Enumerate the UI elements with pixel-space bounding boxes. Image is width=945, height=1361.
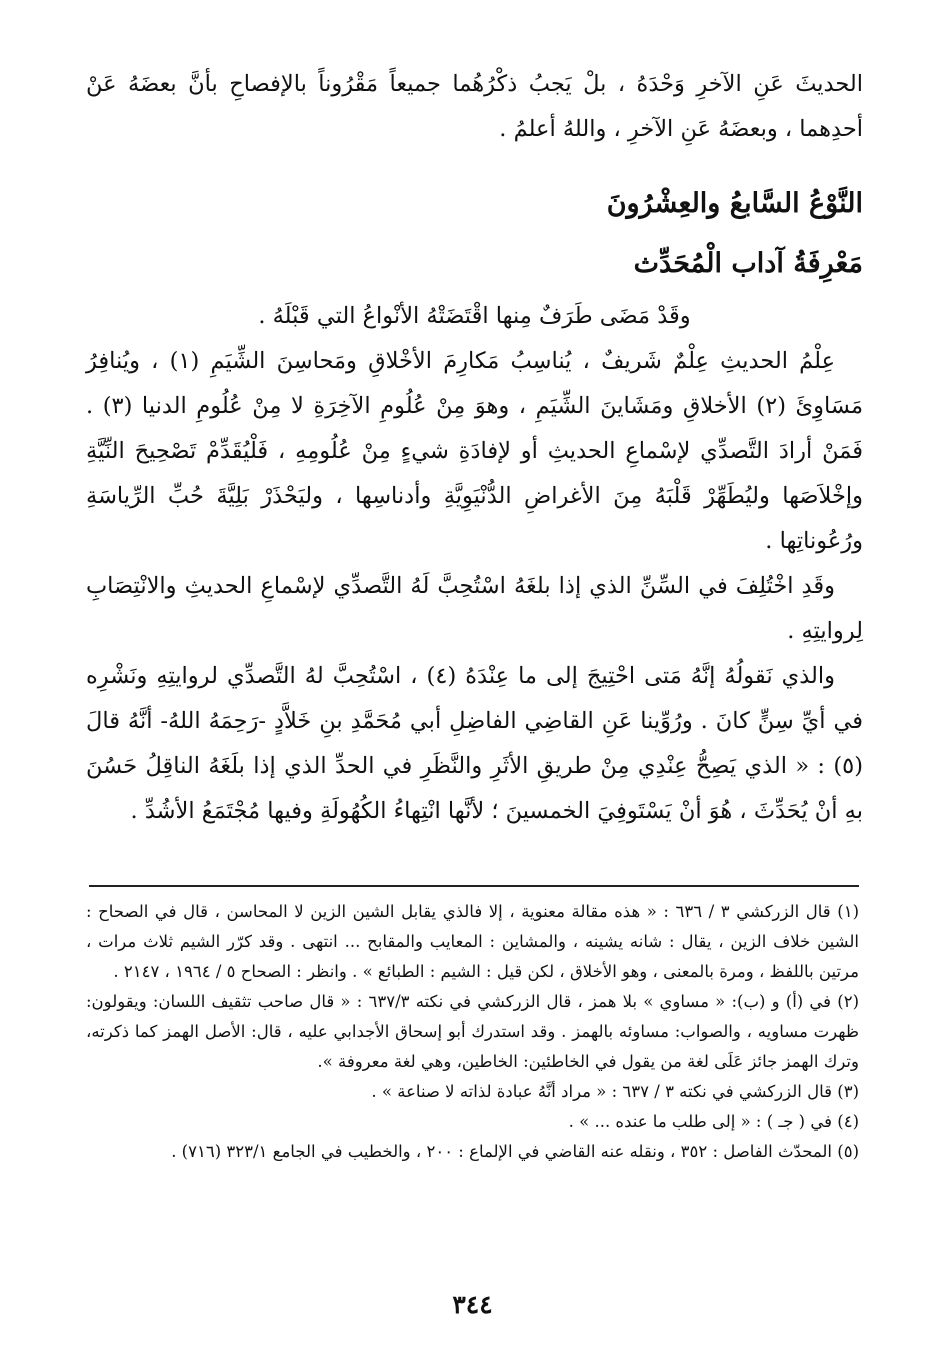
footnote-2: (٢) في (أ) و (ب): « مساوي » بلا همز ، قال الزركشي في نكته ٦٣٧/٣ : « قال صاحب تثقيف اللسان: ويقولون: ظهرت مساويه ، والصواب: مساوئه بالهمز . وقد استدرك أبو إسحاق الأجدابي عليه ، قال: الأصل الهمز كما ذكرته، وترك الهمز جائز عَلَى لغة من يقول في الخاطئين: الخاطين، وهي لغة معروفة ». [86, 992, 860, 1071]
paragraph-3: والذي نَقولُهُ إنَّهُ مَتى احْتِيجَ إلى ما عِنْدَهُ (٤) ، اسْتُحِبَّ لهُ التَّصدِّي لروايتِهِ ونَشْرِه في أيِّ سِنٍّ كانَ . ورُوِّينا عَنِ القاضِي الفاضِلِ أبي مُحَمَّدِ بنِ خَلاَّدٍ -رَحِمَهُ اللهُ- أنَّهُ قالَ (٥) : « الذي يَصِحُّ عِنْدِي مِنْ طريقِ الأثَرِ والنَّظَرِ في الحدِّ الذي إذا بلَغَهُ الناقِلُ حَسُنَ بهِ أنْ يُحَدِّثَ ، هُوَ أنْ يَسْتَوفِيَ الخمسينَ ؛ لأنَّها انْتِهاءُ الكُهُولَةِ وفيها مُجْتَمَعُ الأشُدِّ . [86, 663, 863, 824]
footnote-separator [89, 885, 859, 887]
footnote-1: (١) قال الزركشي ٣ / ٦٣٦ : « هذه مقالة معنوية ، إلا فالذي يقابل الشين الزين لا المحاسن ، قال في الصحاح : الشين خلاف الزين ، يقال : شانه يشينه ، والمشاين : المعايب والمقابح ... انتهى . وقد كرّر الشيم ثلاث مرات ، مرتين باللفظ ، ومرة بالمعنى ، وهو الأخلاق ، لكن قيل : الشيم : الطبائع » . وانظر : الصحاح ٥ / ١٩٦٤ ، ٢١٤٧ . [86, 902, 859, 981]
paragraph-2: وقَدِ اخْتُلِفَ في السِّنِّ الذي إذا بلغَهُ اسْتُحِبَّ لَهُ التَّصدِّي لإسْماعِ الحديثِ والانْتِصَابِ لِروايتِهِ . [86, 573, 863, 644]
intro-paragraph: الحديثَ عَنِ الآخرِ وَحْدَهُ ، بلْ يَجبُ ذكْرُهُما جميعاً مَقْرُوناً بالإفصاحِ بأنَّ بعضَهُ عَنْ أحدِهما ، وبعضَهُ عَنِ الآخرِ ، واللهُ أعلمُ . [86, 71, 863, 142]
footnote-4: (٤) في ( جـ ) : « إلى طلب ما عنده ... » . [568, 1112, 859, 1131]
chapter-heading [86, 174, 863, 294]
chapter-subject-title: مَعْرِفَةُ آداب الْمُحَدِّث [633, 248, 863, 279]
footnote-5: (٥) المحدّث الفاصل : ٣٥٢ ، ونقله عنه القاضي في الإلماع : ٢٠٠ ، والخطيب في الجامع ٣٢٣/١ (٧١٦) . [171, 1142, 859, 1161]
footnotes [86, 897, 859, 1167]
chapter-number-title: النَّوْعُ السَّابعُ والعِشْرُونَ [606, 188, 863, 219]
paragraph-1: عِلْمُ الحديثِ عِلْمٌ شَريفٌ ، يُناسِبُ مَكارِمَ الأخْلاقِ ومَحاسِنَ الشِّيَمِ (١) ، ويُنافِرُ مَسَاوِئَ (٢) الأخلاقِ ومَشَاينَ الشِّيَمِ ، وهوَ مِنْ عُلُومِ الآخِرَةِ لا مِنْ عُلُومِ الدنيا (٣) . فَمَنْ أرادَ التَّصدِّي لإسْماعِ الحديثِ أو لإفادَةِ شيءٍ مِنْ عُلُومِهِ ، فَلْيُقَدِّمْ تَصْحِيحَ النِّيَّةِ وإخْلاَصَها وليُطَهِّرْ قَلْبَهُ مِنَ الأغراضِ الدُّنْيَوِيَّةِ وأدناسِها ، وليَحْذَرْ بَلِيَّةَ حُبِّ الرِّياسَةِ ورُعُوناتِها . [86, 348, 863, 554]
footnote-3: (٣) قال الزركشي في نكته ٣ / ٦٣٧ : « مراد أنَّهُ عبادة لذاته لا صناعة » . [371, 1082, 859, 1101]
main-text [86, 62, 863, 834]
chapter-note: وقَدْ مَضَى طَرَفٌ مِنها اقْتَضَتْهُ الأنْواعُ التي قَبْلَهُ . [258, 303, 691, 329]
page-number: ٣٤٤ [452, 1290, 493, 1319]
